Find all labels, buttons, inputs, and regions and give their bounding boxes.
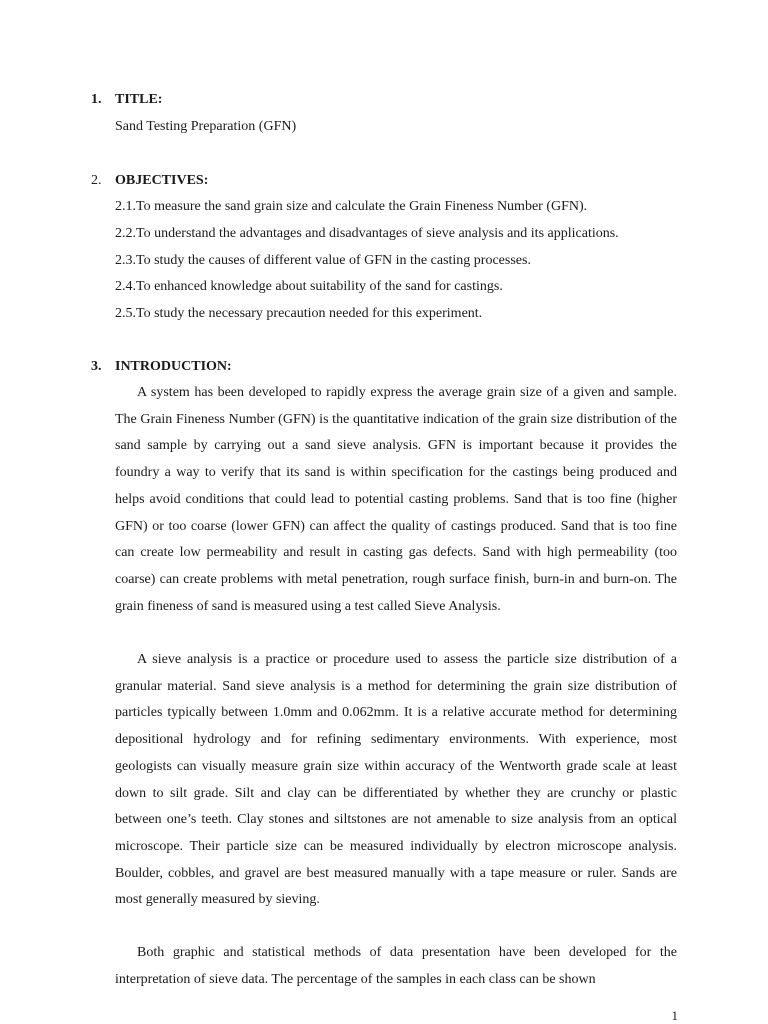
objective-item: 2.4.To enhanced knowledge about suitability of the sand for castings. (115, 279, 503, 294)
objectives-section-heading (91, 171, 208, 191)
objective-item: 2.3.To study the causes of different value of GFN in the casting processes. (115, 253, 531, 268)
title-section-heading (91, 90, 162, 110)
title-section-label: TITLE: (115, 92, 163, 107)
objective-item: 2.5.To study the necessary precaution needed for this experiment. (115, 306, 483, 321)
introduction-paragraph: Both graphic and statistical methods of data presentation have been developed for the interpretation of sieve data. The percentage of the samples in each class can be shown (115, 945, 677, 987)
objectives-section-label: OBJECTIVES: (115, 173, 209, 188)
introduction-paragraph: A system has been developed to rapidly express the average grain size of a given and sample. The Grain Fineness Number (GFN) is the quantitative indication of the grain size distribution of the sand sample by carrying out a sand sieve analysis. GFN is important because it provides the foundry a way to verify that its sand is within specification for the castings being produced and helps avoid conditions that could lead to potential casting problems. Sand that is too fine (higher GFN) or too coarse (lower GFN) can affect the quality of castings produced. Sand that is too fine can create low permeability and result in casting gas defects. Sand with high permeability (too coarse) can create problems with metal penetration, rough surface finish, burn-in and burn-on. The grain fineness of sand is measured using a test called Sieve Analysis. (115, 385, 677, 614)
objective-item: 2.1.To measure the sand grain size and calculate the Grain Fineness Number (GFN). (115, 199, 588, 214)
page-number: 1 (671, 1008, 678, 1023)
objective-item: 2.2.To understand the advantages and disadvantages of sieve analysis and its applications. (115, 226, 619, 241)
title-text: Sand Testing Preparation (GFN) (115, 119, 297, 134)
introduction-section-label: INTRODUCTION: (115, 359, 232, 374)
introduction-section-heading (91, 357, 232, 377)
objectives-section-number: 2. (91, 173, 102, 188)
title-section-number: 1. (91, 92, 102, 107)
introduction-paragraph: A sieve analysis is a practice or procedure used to assess the particle size distribution of a granular material. Sand sieve analysis is a method for determining the grain size distribution of particles typically between 1.0mm and 0.062mm. It is a relative accurate method for determining depositional hydrology and for refining sedimentary environments. With experience, most geologists can visually measure grain size within accuracy of the Wentworth grade scale at least down to silt grade. Silt and clay can be differentiated by whether they are crunchy or plastic between one’s teeth. Clay stones and siltstones are not amenable to size analysis from an optical microscope. Their particle size can be measured individually by electron microscope analysis. Boulder, cobbles, and gravel are best measured manually with a tape measure or ruler. Sands are most generally measured by sieving. (115, 652, 677, 908)
introduction-section-number: 3. (91, 359, 102, 374)
